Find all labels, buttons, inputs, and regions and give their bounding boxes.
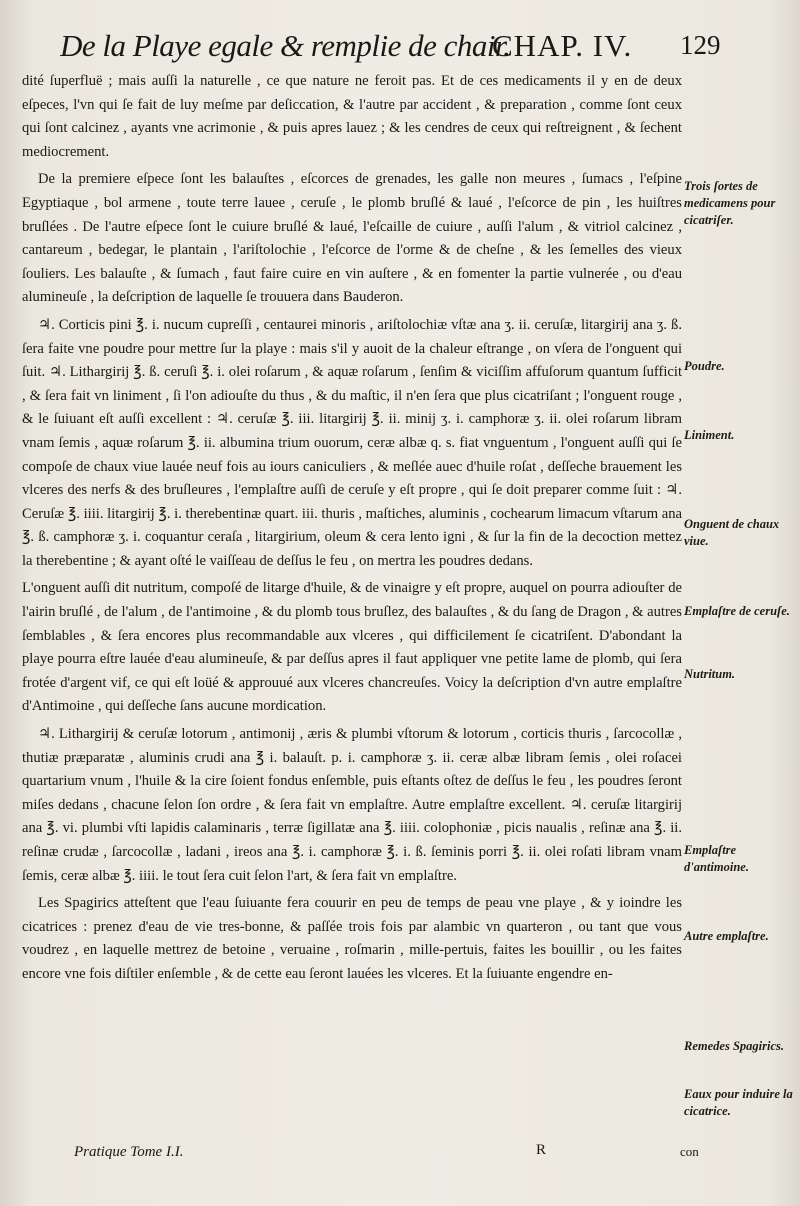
paragraph: L'onguent auſſi dit nutritum, compoſé de litarge d'huile, & de vinaigre y eſt propre, auquel on pourra adiouſter de l'airin bruſlé , de l'alum , de l'antimoine , & du plomb tous bruſlez, des balauſtes , & du ſang de Dragon , & autres ſemblables , & ſera encores plus recommandable aux vlceres , qui difficilement ſe cicatriſent. D'abondant la playe pourra eſtre lauée d'eau alumineuſe, & par deſſus apres il faut appliquer vne petite lame de plomb, qui ſera frotée d'argent vif, ce qui eſt loüé & approuué aux vlceres chancreuſes. Voicy la deſcription d'vn autre emplaſtre d'Antimoine , qui deſſeche ſans aucune mordication.	[22, 580, 682, 715]
running-title: De la Playe egale & remplie de chair.	[60, 28, 511, 63]
margin-note: Nutritum.	[684, 667, 736, 681]
paragraph: Les Spagirics atteſtent que l'eau ſuiuante fera couurir en peu de temps de peau vne playe , & y ioindre les cicatrices : prenez d'eau de vie tres-bonne, & paſſée trois fois par alambic vn quarteron , ou tant que vous voudrez , en laquelle mettrez de betoine , veruaine , roſmarin , mille-pertuis, faites les bouillir , ou les faites encore vne fois diſtiler enſemble , & de cette eau ſeront lauées les vlceres. Et la ſuiuante engendre en-	[22, 895, 682, 982]
catchword: con	[680, 1144, 699, 1159]
page-number: 129	[680, 30, 721, 60]
paragraph: dité ſuperfluë ; mais auſſi la naturelle , ce que nature ne feroit pas. Et de ces medicaments il y en de deux eſpeces, l'vn qui ſe fait de luy meſme par deſiccation, & l'autre par accident , & preparation , comme ſont ceux qui ſont calcinez , ayants vne acrimonie , & puis apres lauez ; & les cendres de ceux qui reſtreignent , & ſechent mediocrement.	[22, 73, 682, 160]
footer-volume-label: Pratique Tome I.I.	[74, 1144, 184, 1160]
recipe-paragraph: ♃. Corticis pini ℥. i. nucum cupreſſi , centaurei minoris , ariſtolochiæ vſtæ ana ʒ. ii. ceruſæ, litargirij ana ʒ. ß. ſera faite vne poudre pour mettre ſur la playe : mais s'il y auoit de la chaleur eſtrange , on vſera de l'onguent qui ſuit. ♃. Lithargirij ℥. ß. ceruſi ℥. i. olei roſarum , & aquæ roſarum , ſenſim & viciſſim affuſorum quantum ſufficit , & ſera fait vn liniment , ſi l'on adiouſte du thus , & du maſtic, il n'en ſera que plus cicatriſant ; l'onguent rouge , & le ſuiuant eſt auſſi excellent : ♃. ceruſæ ℥. iii. litargirij ℥. ii. minij ʒ. i. camphoræ ʒ. ii. olei roſarum libram vnam ſemis , aquæ roſarum ℥. ii. albumina trium ouorum, ceræ albæ q. s. fiat vnguentum , l'onguent auſſi qui ſe compoſe de chaux viue lauée neuf fois au iours caniculiers , & meſlée auec d'huile roſat , deſſeche brauement les vlceres des nerfs & des bruſleures , l'emplaſtre auſſi de ceruſe y eſt propre , qui ſe doit preparer comme ſuit : ♃. Ceruſæ ℥. iiii. litargirij ℥. i. therebentinæ quart. iii. thuris , maſtiches, aluminis , cochearum limacum vſtarum ana ℥. ß. camphoræ ʒ. i. coquantur ceraſa , litargirium, oleum & cera lento igni , & ſur la fin de la decoction mettez la therebentine ; & ayant oſté le vaiſſeau de deſſus le feu , on mertra les poudres dedans.	[22, 316, 682, 569]
chapter-label: CHAP. IV.	[492, 28, 633, 63]
margin-note: Autre emplaſtre.	[684, 929, 769, 943]
recipe-paragraph: ♃. Lithargirij & ceruſæ lotorum , antimonij , æris & plumbi vſtorum & lotorum , corticis thuris , ſarcocollæ , thutiæ præparatæ , aluminis crudi ana ℥ i. balauſt. p. i. camphoræ ʒ. ii. ceræ albæ libram ſemis , olei roſacei quartarium vnum , l'huile & la cire ſoient fondus enſemble, puis eſtants oſtez de deſſus le feu , les poudres ſeront miſes dedans , chacune ſelon ſon ordre , & ſera fait vn emplaſtre. Autre emplaſtre excellent. ♃. ceruſæ litargirij ana ℥. vi. plumbi vſti lapidis calaminaris , terræ ſigillatæ ana ℥. iiii. colophoniæ , picis naualis , reſinæ ana ℥. ii. reſinæ crudæ , ſarcocollæ , ladani , ireos ana ℥. i. camphoræ ℥. i. ß. ſeminis porri ℥. ii. olei roſati libram vnam ſemis, ceræ albæ ℥. iiii. le tout ſera cuit ſelon l'art, & ſera fait vn emplaſtre.	[22, 726, 682, 884]
paragraph: De la premiere eſpece ſont les balauſtes , eſcorces de grenades, les galle non meures , ſumacs , l'eſpine Egyptiaque , bol armene , toute terre lauee , ceruſe , le plomb bruſlé & laué , l'eſcorce de pin , les huiſtres bruſlées . De l'autre eſpece ſont le cuiure bruſlé & laué, l'eſcaille de cuiure , auſſi l'alum , & vitriol calcinez , cantareum , bedegar, le plantain , l'ariſtolochie , l'eſcorce de l'orme & de cheſne , & les ſemelles des vieux ſouliers. Les balauſte , & ſumach , faut faire cuire en vin auſtere , & en fomenter la partie vulnerée , ou d'eau alumineuſe , la deſcription de laquelle ſe trouuera dans Bauderon.	[22, 171, 682, 306]
page-footer	[74, 1138, 714, 1168]
margin-note: Poudre.	[684, 359, 725, 373]
margin-note: Emplaſtre de ceruſe.	[684, 604, 790, 618]
main-text-column	[22, 70, 682, 991]
margin-note: Liniment.	[684, 428, 735, 442]
margin-note: Emplaſtre d'antimoine.	[684, 843, 749, 874]
margin-note: Onguent de chaux viue.	[684, 517, 780, 548]
margin-note: Remedes Spagirics.	[684, 1039, 784, 1053]
signature-mark: R	[536, 1142, 547, 1158]
margin-note: Trois ſortes de medicamens pour cicatriſer.	[684, 179, 776, 227]
margin-note: Eaux pour induire la cicatrice.	[684, 1087, 793, 1118]
running-header	[60, 28, 760, 68]
